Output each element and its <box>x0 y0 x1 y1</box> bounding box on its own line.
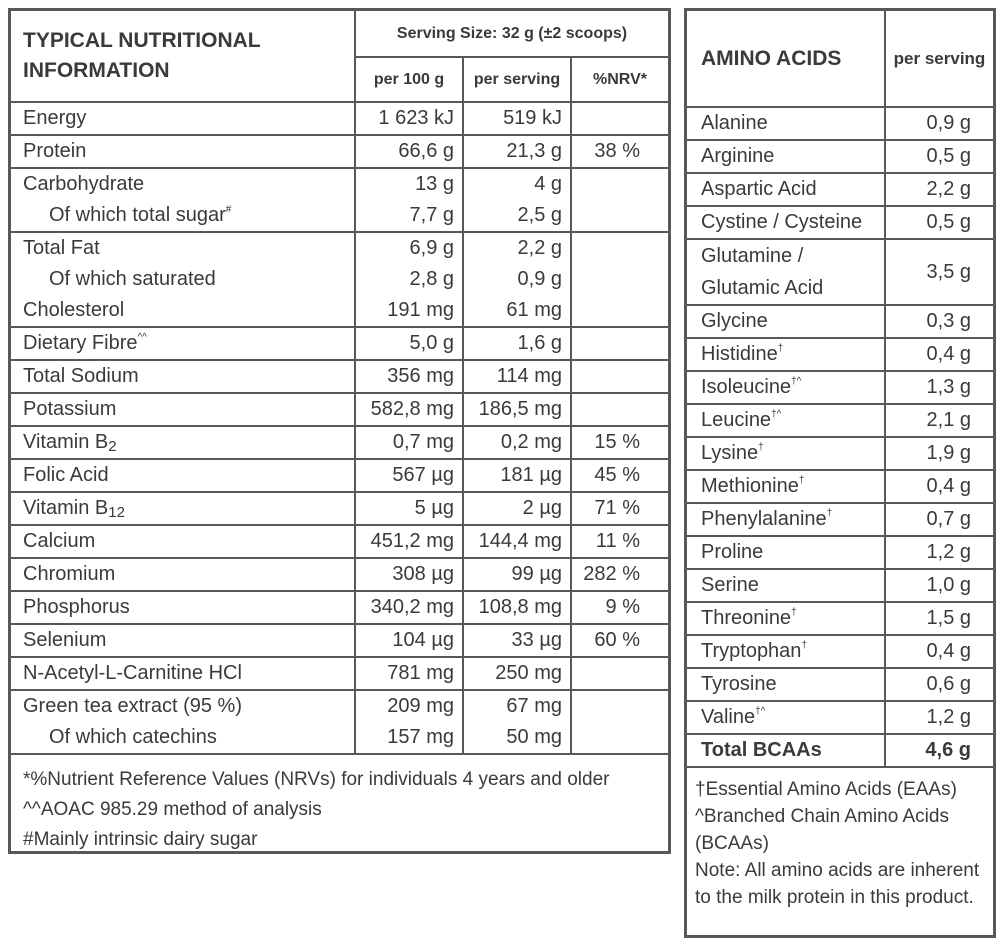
nutrient-row <box>11 426 668 459</box>
amino-name <box>687 503 885 536</box>
footnote-mark: † <box>801 640 807 651</box>
per-serving-value: 0,9 g <box>463 264 571 295</box>
nrv-value: 38 % <box>571 135 668 168</box>
nutrient-label: Selenium <box>23 629 107 651</box>
footnote-mark: † <box>791 607 797 618</box>
amino-row <box>687 173 993 206</box>
nutrient-name <box>11 102 355 135</box>
nutrient-name <box>11 558 355 591</box>
nutrient-name <box>11 264 355 295</box>
amino-label: Lysine <box>701 442 759 464</box>
amino-name <box>687 437 885 470</box>
nutrient-name <box>11 690 355 722</box>
amino-row <box>687 668 993 701</box>
amino-row <box>687 107 993 140</box>
nutrient-label: Carbohydrate <box>23 173 145 195</box>
nrv-value <box>571 295 668 327</box>
nutrient-name <box>11 722 355 754</box>
nutrient-row <box>11 295 668 327</box>
per-serving-value: 2 µg <box>463 492 571 525</box>
nutrient-row <box>11 624 668 657</box>
amino-name <box>687 635 885 668</box>
amino-row <box>687 503 993 536</box>
nrv-value: 60 % <box>571 624 668 657</box>
nrv-value: 45 % <box>571 459 668 492</box>
amino-label: Tryptophan <box>701 640 802 662</box>
per-serving-value: 181 µg <box>463 459 571 492</box>
nutrient-label: Potassium <box>23 398 117 420</box>
footnote-mark: ^^ <box>137 332 147 343</box>
amino-name <box>687 470 885 503</box>
per-serving-value: 2,2 g <box>463 232 571 264</box>
amino-label: Leucine <box>701 409 772 431</box>
amino-name <box>687 206 885 239</box>
amino-name <box>687 404 885 437</box>
nutrient-row <box>11 232 668 264</box>
amino-name <box>687 173 885 206</box>
nutrient-label: Protein <box>23 140 87 162</box>
amino-acid-table <box>687 11 993 768</box>
nutrient-name <box>11 168 355 200</box>
nutrient-label: Of which total sugar <box>49 204 226 226</box>
amino-row <box>687 371 993 404</box>
nutrition-panel <box>8 8 671 854</box>
amino-name <box>687 371 885 404</box>
per-serving-value: 67 mg <box>463 690 571 722</box>
amino-value: 0,4 g <box>885 470 993 503</box>
footnote-mark: † <box>758 442 764 453</box>
per-serving-value: 250 mg <box>463 657 571 690</box>
amino-label: Arginine <box>701 145 775 167</box>
nutrient-label: Of which saturated <box>49 268 216 290</box>
nutrient-row <box>11 200 668 232</box>
nutrient-label: Total Fat <box>23 237 100 259</box>
per-100g-value: 781 mg <box>355 657 463 690</box>
amino-value: 3,5 g <box>885 239 993 305</box>
per-serving-value: 50 mg <box>463 722 571 754</box>
amino-label: Glutamine / Glutamic Acid <box>701 245 824 299</box>
per-100g-value: 308 µg <box>355 558 463 591</box>
per-serving-value: 4 g <box>463 168 571 200</box>
nutrient-row <box>11 591 668 624</box>
nrv-value: 282 % <box>571 558 668 591</box>
nutrient-row <box>11 558 668 591</box>
nutrient-name <box>11 135 355 168</box>
amino-value: 1,2 g <box>885 536 993 569</box>
nrv-value <box>571 722 668 754</box>
nutrient-row <box>11 102 668 135</box>
per-100g-value: 13 g <box>355 168 463 200</box>
nutrition-footnotes <box>11 755 668 855</box>
amino-value: 0,9 g <box>885 107 993 140</box>
amino-label: Threonine <box>701 607 792 629</box>
amino-value: 0,4 g <box>885 635 993 668</box>
total-bcaa-label: Total BCAAs <box>687 734 885 767</box>
per-serving-value: 2,5 g <box>463 200 571 232</box>
amino-label: Methionine <box>701 475 799 497</box>
per-serving-value: 33 µg <box>463 624 571 657</box>
amino-row <box>687 239 993 305</box>
nutrient-subscript: 2 <box>108 438 117 455</box>
nrv-value <box>571 168 668 200</box>
footnote-mark: † <box>826 508 833 519</box>
amino-value: 2,1 g <box>885 404 993 437</box>
amino-label: Proline <box>701 541 764 563</box>
nrv-value <box>571 360 668 393</box>
per-serving-value: 519 kJ <box>463 102 571 135</box>
per-100g-value: 66,6 g <box>355 135 463 168</box>
amino-label: Glycine <box>701 310 768 332</box>
nutrition-table <box>11 11 668 755</box>
footnote-mark: †^ <box>771 409 782 420</box>
footnote-mark: † <box>798 475 805 486</box>
amino-name <box>687 536 885 569</box>
per-serving-value: 108,8 mg <box>463 591 571 624</box>
amino-label: Alanine <box>701 112 768 134</box>
nutrient-name <box>11 492 355 525</box>
per-serving-value: 1,6 g <box>463 327 571 360</box>
per-100g-value: 340,2 mg <box>355 591 463 624</box>
nutrient-label: Vitamin B <box>23 431 109 453</box>
nutrient-name <box>11 525 355 558</box>
total-bcaa-row <box>687 734 993 767</box>
amino-name <box>687 569 885 602</box>
nutrient-label: Green tea extract (95 %) <box>23 695 242 717</box>
amino-row <box>687 602 993 635</box>
amino-label: Aspartic Acid <box>701 178 817 200</box>
nrv-value: 11 % <box>571 525 668 558</box>
nrv-value <box>571 393 668 426</box>
amino-value: 1,5 g <box>885 602 993 635</box>
nutrient-name <box>11 200 355 232</box>
footnote: *%Nutrient Reference Values (NRVs) for individuals 4 years and older <box>23 769 610 790</box>
per-serving-value: 186,5 mg <box>463 393 571 426</box>
amino-name <box>687 701 885 734</box>
amino-title: AMINO ACIDS <box>687 11 885 107</box>
per-100g-value: 104 µg <box>355 624 463 657</box>
nutrient-label: Cholesterol <box>23 299 125 321</box>
nrv-value: 15 % <box>571 426 668 459</box>
amino-label: Histidine <box>701 343 778 365</box>
nutrient-name <box>11 393 355 426</box>
amino-acid-panel <box>684 8 996 938</box>
per-serving-value: 114 mg <box>463 360 571 393</box>
nutrient-name <box>11 360 355 393</box>
nutrient-label: Total Sodium <box>23 365 139 387</box>
nutrition-title: TYPICAL NUTRITIONAL INFORMATION <box>11 11 355 102</box>
amino-value: 1,0 g <box>885 569 993 602</box>
nrv-header: %NRV* <box>571 57 668 102</box>
amino-label: Isoleucine <box>701 376 792 398</box>
amino-row <box>687 140 993 173</box>
nutrient-label: Dietary Fibre <box>23 332 138 354</box>
nutrient-label: Phosphorus <box>23 596 130 618</box>
per-100g-value: 157 mg <box>355 722 463 754</box>
nutrient-row <box>11 168 668 200</box>
per-serving-value: 0,2 mg <box>463 426 571 459</box>
per-100g-value: 5 µg <box>355 492 463 525</box>
footnote-mark: † <box>777 343 784 354</box>
amino-row <box>687 470 993 503</box>
amino-per-serving-header: per serving <box>885 11 993 107</box>
nutrient-name <box>11 426 355 459</box>
amino-value: 0,4 g <box>885 338 993 371</box>
nutrient-row <box>11 327 668 360</box>
amino-row <box>687 305 993 338</box>
amino-row <box>687 701 993 734</box>
per-serving-value: 61 mg <box>463 295 571 327</box>
nutrient-name <box>11 591 355 624</box>
amino-row <box>687 206 993 239</box>
footnote-mark: †^ <box>791 376 802 387</box>
amino-value: 0,3 g <box>885 305 993 338</box>
nrv-value <box>571 200 668 232</box>
amino-value: 0,5 g <box>885 206 993 239</box>
serving-size-header: Serving Size: 32 g (±2 scoops) <box>355 11 668 57</box>
per-100g-value: 191 mg <box>355 295 463 327</box>
total-bcaa-value: 4,6 g <box>885 734 993 767</box>
amino-row <box>687 569 993 602</box>
per-100g-header: per 100 g <box>355 57 463 102</box>
nutrient-name <box>11 327 355 360</box>
footnote-mark: # <box>225 204 232 215</box>
amino-value: 1,2 g <box>885 701 993 734</box>
nrv-value <box>571 102 668 135</box>
amino-name <box>687 239 885 305</box>
per-100g-value: 2,8 g <box>355 264 463 295</box>
footnote: ^Branched Chain Amino Acids (BCAAs) <box>695 806 949 854</box>
nrv-value <box>571 264 668 295</box>
amino-value: 1,3 g <box>885 371 993 404</box>
per-100g-value: 356 mg <box>355 360 463 393</box>
per-100g-value: 582,8 mg <box>355 393 463 426</box>
nutrient-row <box>11 264 668 295</box>
nutrient-label: Of which catechins <box>49 726 217 748</box>
footnote: †Essential Amino Acids (EAAs) <box>695 779 957 800</box>
nutrient-row <box>11 360 668 393</box>
amino-value: 2,2 g <box>885 173 993 206</box>
nutrient-row <box>11 492 668 525</box>
nutrient-subscript: 12 <box>108 504 125 521</box>
nutrient-row <box>11 393 668 426</box>
amino-name <box>687 338 885 371</box>
nutrient-label: Vitamin B <box>23 497 109 519</box>
per-100g-value: 567 µg <box>355 459 463 492</box>
amino-name <box>687 602 885 635</box>
amino-row <box>687 338 993 371</box>
nrv-value <box>571 232 668 264</box>
nrv-value: 71 % <box>571 492 668 525</box>
amino-footnotes <box>687 768 993 911</box>
nutrient-name <box>11 295 355 327</box>
nrv-value <box>571 690 668 722</box>
nutrient-row <box>11 459 668 492</box>
per-serving-header: per serving <box>463 57 571 102</box>
per-100g-value: 1 623 kJ <box>355 102 463 135</box>
footnote: Note: All amino acids are inherent to the milk protein in this product. <box>695 860 980 908</box>
nutrient-row <box>11 525 668 558</box>
footnote: #Mainly intrinsic dairy sugar <box>23 829 258 850</box>
per-100g-value: 209 mg <box>355 690 463 722</box>
per-100g-value: 0,7 mg <box>355 426 463 459</box>
footnote-mark: †^ <box>755 706 766 717</box>
amino-label: Tyrosine <box>701 673 777 695</box>
nutrient-row <box>11 722 668 754</box>
amino-row <box>687 404 993 437</box>
nutrient-name <box>11 459 355 492</box>
amino-label: Cystine / Cysteine <box>701 211 863 233</box>
per-serving-value: 144,4 mg <box>463 525 571 558</box>
nutrient-label: Chromium <box>23 563 116 585</box>
nutrient-label: Folic Acid <box>23 464 109 486</box>
per-100g-value: 451,2 mg <box>355 525 463 558</box>
amino-label: Serine <box>701 574 759 596</box>
nutrient-row <box>11 690 668 722</box>
per-100g-value: 7,7 g <box>355 200 463 232</box>
per-100g-value: 5,0 g <box>355 327 463 360</box>
amino-value: 1,9 g <box>885 437 993 470</box>
amino-name <box>687 140 885 173</box>
amino-name <box>687 668 885 701</box>
amino-row <box>687 635 993 668</box>
nutrient-label: Energy <box>23 107 87 129</box>
nutrient-label: N-Acetyl-L-Carnitine HCl <box>23 662 242 684</box>
per-serving-value: 99 µg <box>463 558 571 591</box>
amino-label: Valine <box>701 706 756 728</box>
nutrient-name <box>11 232 355 264</box>
amino-value: 0,6 g <box>885 668 993 701</box>
footnote: ^^AOAC 985.29 method of analysis <box>23 799 322 820</box>
amino-value: 0,7 g <box>885 503 993 536</box>
per-100g-value: 6,9 g <box>355 232 463 264</box>
nrv-value: 9 % <box>571 591 668 624</box>
per-serving-value: 21,3 g <box>463 135 571 168</box>
nutrient-label: Calcium <box>23 530 96 552</box>
nrv-value <box>571 327 668 360</box>
nutrient-name <box>11 657 355 690</box>
amino-label: Phenylalanine <box>701 508 827 530</box>
amino-name <box>687 305 885 338</box>
amino-value: 0,5 g <box>885 140 993 173</box>
nrv-value <box>571 657 668 690</box>
amino-row <box>687 536 993 569</box>
nutrient-name <box>11 624 355 657</box>
nutrient-row <box>11 657 668 690</box>
nutrient-row <box>11 135 668 168</box>
amino-row <box>687 437 993 470</box>
amino-name <box>687 107 885 140</box>
